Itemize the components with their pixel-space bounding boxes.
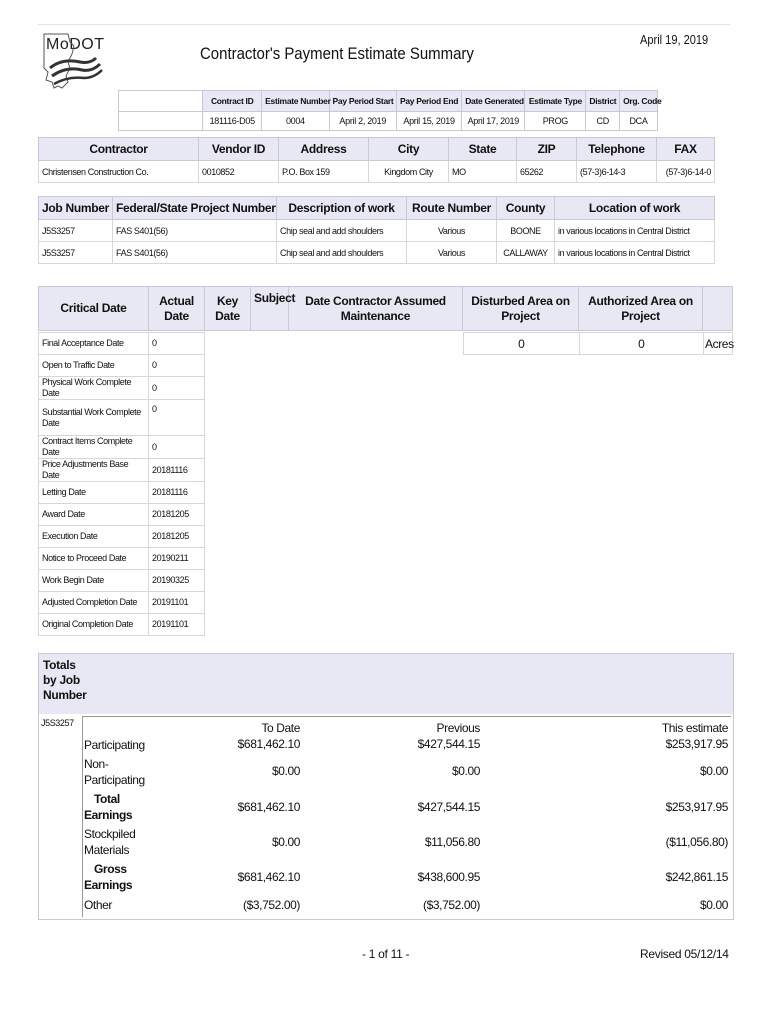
critical-header: Critical Date [39,287,149,331]
critical-date-label: Original Completion Date [39,614,149,636]
contractor-header: State [449,138,517,161]
critical-header: Actual Date [149,287,205,331]
jobs-header: Description of work [277,197,407,220]
totals-row-label: Total Earnings [84,792,133,822]
totals-title: Totals by Job Number [43,658,87,702]
table-row [39,400,205,436]
table-row [39,504,205,526]
critical-header: Key Date [205,287,251,331]
page-number: - 1 of 11 - [362,947,410,961]
totals-row-label: Stockpiled Materials [84,827,136,857]
critical-header: Date Contractor Assumed Maintenance [289,287,463,331]
job-cell: Various [407,220,497,242]
critical-date-value: 20181116 [149,459,205,482]
critical-date-label: Award Date [39,504,149,526]
critical-date-label: Adjusted Completion Date [39,592,149,614]
job-cell: Chip seal and add shoulders [277,242,407,264]
critical-date-value: 20190325 [149,570,205,592]
critical-date-value: 20191101 [149,614,205,636]
table-row [39,548,205,570]
totals-value: ($11,056.80) [665,835,728,849]
totals-value: $253,917.95 [665,737,728,751]
job-cell: BOONE [497,220,555,242]
critical-date-label: Work Begin Date [39,570,149,592]
critical-dates-table [38,332,205,636]
critical-date-value: 20191101 [149,592,205,614]
contractor-header: Telephone [577,138,657,161]
header-rule [38,24,730,25]
contractor-header: FAX [657,138,715,161]
contractor-value: Kingdom City [369,161,449,183]
contractor-header: Vendor ID [199,138,279,161]
totals-row-label: Non-Participating [84,757,145,787]
contractor-value: 0010852 [199,161,279,183]
contract-info-table [118,90,662,131]
critical-date-value: 0 [149,400,205,436]
table-row [39,377,205,400]
critical-date-label: Contract Items Complete Date [39,436,149,459]
jobs-header: Federal/State Project Number [113,197,277,220]
critical-date-label: Notice to Proceed Date [39,548,149,570]
contract-header: Estimate Number [262,91,329,112]
col-header-previous: Previous [436,721,480,735]
totals-value: $253,917.95 [665,800,728,814]
critical-date-label: Letting Date [39,482,149,504]
contract-header: Estimate Type [525,91,586,112]
totals-value: $11,056.80 [424,835,480,849]
critical-header: Subject [251,287,289,331]
critical-date-value: 20181205 [149,526,205,548]
table-row [39,355,205,377]
contractor-header: Contractor [39,138,199,161]
blank-cell [119,112,203,131]
job-cell: FAS S401(56) [113,220,277,242]
area-table [463,332,733,355]
totals-header [39,654,733,714]
critical-date-value: 0 [149,333,205,355]
totals-value: $681,462.10 [237,737,300,751]
job-cell: in various locations in Central District [555,220,715,242]
table-row [39,436,205,459]
job-cell: in various locations in Central District [555,242,715,264]
totals-value: $0.00 [271,835,300,849]
contract-value: April 2, 2019 [329,112,396,131]
totals-value: ($3,752.00) [423,898,480,912]
job-cell: J5S3257 [39,242,113,264]
critical-date-label: Final Acceptance Date [39,333,149,355]
critical-date-label: Price Adjustments Base Date [39,459,149,482]
critical-date-label: Substantial Work Complete Date [39,400,149,436]
totals-value: $0.00 [451,764,480,778]
critical-date-value: 20181116 [149,482,205,504]
totals-value: $427,544.15 [417,737,480,751]
contract-header: Pay Period Start [329,91,396,112]
authorized-area-value: 0 [580,333,704,355]
logo-text: MoDOT [46,36,105,53]
job-cell: Chip seal and add shoulders [277,220,407,242]
contractor-value: P.O. Box 159 [279,161,369,183]
jobs-table [38,196,715,264]
totals-job-number: J5S3257 [41,718,74,728]
critical-header: Authorized Area on Project [579,287,703,331]
critical-date-value: 20190211 [149,548,205,570]
jobs-header: County [497,197,555,220]
page-title: Contractor's Payment Estimate Summary [200,44,474,63]
contract-value: PROG [525,112,586,131]
critical-date-label: Physical Work Complete Date [39,377,149,400]
col-header-to-date: To Date [261,721,300,735]
table-row [39,220,715,242]
critical-date-label: Execution Date [39,526,149,548]
critical-date-label: Open to Traffic Date [39,355,149,377]
contractor-value: 65262 [517,161,577,183]
totals-row-label: Other [84,898,113,912]
report-date: April 19, 2019 [640,32,709,47]
contractor-header: Address [279,138,369,161]
totals-value: $0.00 [699,898,728,912]
totals-row-label: Gross Earnings [84,862,133,892]
critical-date-value: 0 [149,355,205,377]
critical-date-value: 20181205 [149,504,205,526]
contract-value: 0004 [262,112,329,131]
area-unit: Acres [704,333,733,355]
job-cell: J5S3257 [39,220,113,242]
table-row [39,459,205,482]
table-row [39,242,715,264]
blank-cell [119,91,203,112]
contractor-header: City [369,138,449,161]
totals-value: $681,462.10 [237,800,300,814]
table-row [39,570,205,592]
critical-header-table [38,286,733,331]
contract-header: District [586,91,620,112]
table-row [39,592,205,614]
jobs-header: Job Number [39,197,113,220]
modot-logo [40,32,120,92]
table-row [39,482,205,504]
totals-value: $0.00 [699,764,728,778]
totals-value: $427,544.15 [417,800,480,814]
revised-date: Revised 05/12/14 [640,947,729,961]
contract-header: Contract ID [203,91,262,112]
contract-value: CD [586,112,620,131]
totals-value: $0.00 [271,764,300,778]
contractor-table [38,137,715,183]
contractor-value: MO [449,161,517,183]
totals-value: $438,600.95 [417,870,480,884]
totals-row-label: Participating [84,738,145,752]
table-row [39,526,205,548]
contractor-header: ZIP [517,138,577,161]
contract-value: April 17, 2019 [462,112,525,131]
jobs-header: Location of work [555,197,715,220]
table-row [39,614,205,636]
critical-date-value: 0 [149,436,205,459]
critical-header: Disturbed Area on Project [463,287,579,331]
contract-value: April 15, 2019 [396,112,461,131]
col-header-this-estimate: This estimate [661,721,728,735]
contractor-value: (57-3)6-14-3 [577,161,657,183]
contract-header: Date Generated [462,91,525,112]
totals-value: $242,861.15 [665,870,728,884]
job-cell: FAS S401(56) [113,242,277,264]
totals-value: ($3,752.00) [243,898,300,912]
contract-value: DCA [620,112,658,131]
totals-value: $681,462.10 [237,870,300,884]
contractor-value: Christensen Construction Co. [39,161,199,183]
critical-date-value: 0 [149,377,205,400]
critical-header [703,287,733,331]
contractor-value: (57-3)6-14-0 [657,161,715,183]
jobs-header: Route Number [407,197,497,220]
table-row [39,333,205,355]
contract-header: Org. Code [620,91,658,112]
contract-header: Pay Period End [396,91,461,112]
job-cell: CALLAWAY [497,242,555,264]
job-cell: Various [407,242,497,264]
contract-value: 181116-D05 [203,112,262,131]
disturbed-area-value: 0 [464,333,580,355]
missouri-map-icon [40,32,120,92]
